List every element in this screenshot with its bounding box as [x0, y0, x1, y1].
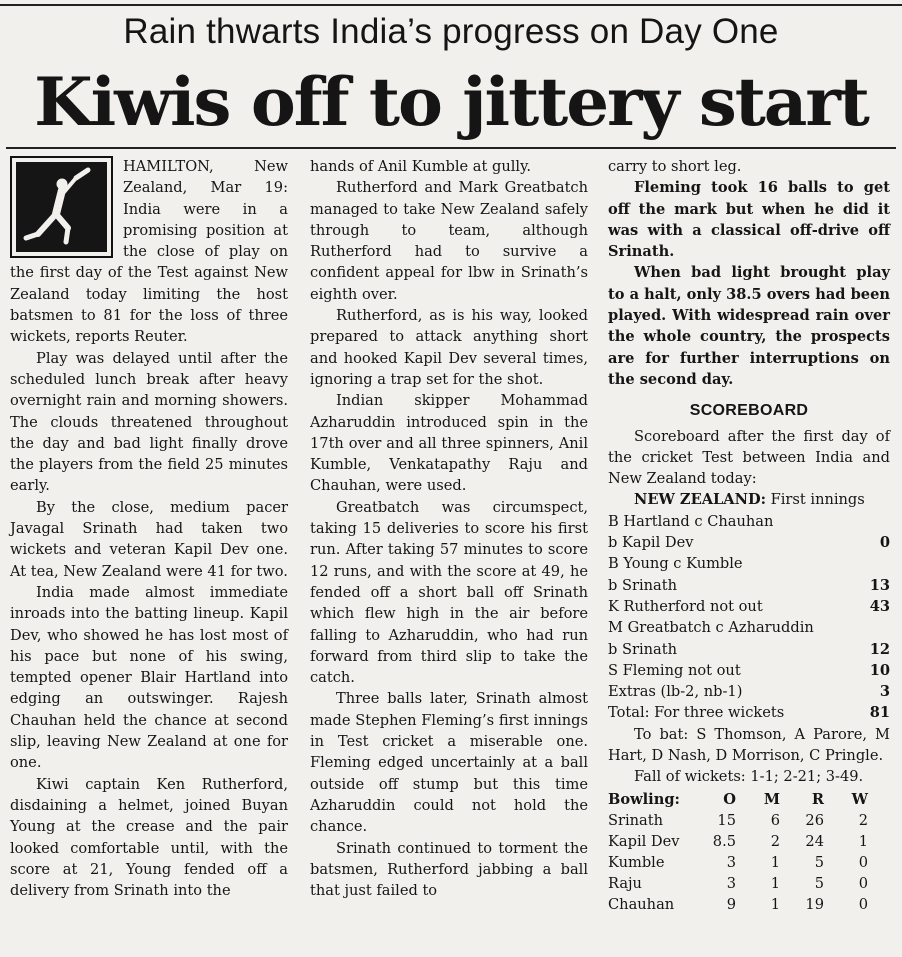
- total-runs: 81: [869, 704, 890, 722]
- article-column-1: [10, 156, 288, 901]
- bowling-header: O: [723, 790, 736, 808]
- continued-paragraph: hands of Anil Kumble at gully.: [310, 158, 532, 175]
- innings-team: NEW ZEALAND:: [634, 491, 766, 509]
- bowling-header-row: [608, 789, 868, 810]
- bowling-table: [608, 789, 868, 915]
- fall-of-wickets: Fall of wickets: 1-1; 2-21; 3-49.: [634, 768, 864, 786]
- batting-line: B Hartland c Chauhan: [608, 512, 774, 530]
- batting-dismissal: b Srinath: [608, 576, 677, 594]
- paragraph: Rutherford and Mark Greatbatch managed to take New Zealand safely through to team, although Rutherford had to survive a confident appeal for lbw in Srinath’s eighth over.: [310, 179, 588, 303]
- paragraph: India made almost immediate inroads into the batting lineup. Kapil Dev, who showed he has lost most of his pace but none of his swing, tempted opener Blair Hartland into edging an outswinger. Rajesh Chauhan held the chance at second slip, leaving New Zealand at one for one.: [10, 583, 288, 772]
- bowling-maidens: 1: [770, 895, 780, 913]
- batting-entry: [608, 617, 890, 660]
- bowling-row: [608, 894, 868, 915]
- paragraph: Fleming took 16 balls to get off the mark but when he did it was with a classical off-drive off Srinath.: [608, 179, 890, 261]
- continued-paragraph: carry to short leg.: [608, 158, 742, 175]
- batting-runs: 0: [879, 534, 890, 552]
- bowling-header: Bowling:: [608, 790, 680, 808]
- paragraph: Srinath continued to torment the batsmen, Rutherford jabbing a ball that just failed to: [310, 839, 588, 900]
- scoreboard-heading: SCOREBOARD: [689, 402, 809, 420]
- batting-row: [608, 639, 890, 660]
- to-bat: To bat: S Thomson, A Parore, M Hart, D Nash, D Morrison, C Pringle.: [608, 725, 890, 765]
- batting-row: [608, 596, 890, 617]
- bowling-row: [608, 873, 868, 894]
- bowling-wickets: 0: [858, 874, 868, 892]
- extras-row: [608, 681, 890, 702]
- total-label: Total: For three wickets: [608, 704, 785, 722]
- batting-dismissal: b Srinath: [608, 640, 677, 658]
- bowling-wickets: 1: [858, 832, 868, 850]
- dateline: HAMILTON, New Zealand, Mar 19:: [123, 158, 288, 197]
- bowling-header: M: [763, 790, 780, 808]
- bowling-header: W: [851, 790, 868, 808]
- scoreboard: [608, 400, 890, 914]
- batting-card: [608, 511, 890, 724]
- batting-dismissal: b Kapil Dev: [608, 534, 694, 552]
- batting-entry: [608, 511, 890, 554]
- bowler-name: Kumble: [608, 853, 665, 871]
- bowling-maidens: 1: [770, 853, 780, 871]
- cricket-batsman-icon: [10, 156, 113, 258]
- cricket-batsman-icon-graphic: [16, 162, 107, 252]
- bowler-name: Chauhan: [608, 895, 675, 913]
- paragraph: Three balls later, Srinath almost made Stephen Fleming’s first innings in Test cricket a miserable one. Fleming edged uncertainly at a ball outside off stump but this time Azharuddin could not hold the chance.: [310, 690, 588, 836]
- batting-runs: 10: [869, 661, 890, 679]
- batting-runs: 13: [869, 576, 890, 594]
- bowling-overs: 3: [726, 853, 736, 871]
- article-column-2: [310, 156, 588, 901]
- article-column-3: [608, 156, 890, 915]
- paragraph: India were in a promising position at the close of play on the first day of the Test against New Zealand today limiting the host batsmen to 81 for the loss of three wickets, reports Reuter.: [10, 200, 288, 346]
- bowler-name: Kapil Dev: [608, 832, 680, 850]
- top-rule: [0, 4, 902, 6]
- kicker-headline: Rain thwarts India’s progress on Day One: [123, 12, 779, 51]
- batting-runs: 12: [869, 640, 890, 658]
- total-row: [608, 702, 890, 723]
- bowling-overs: 9: [726, 895, 736, 913]
- bowler-name: Srinath: [608, 811, 664, 829]
- innings-line: [608, 489, 890, 510]
- bowling-row: [608, 852, 868, 873]
- extras-label: Extras (lb-2, nb-1): [608, 683, 743, 701]
- bowling-runs: 5: [814, 874, 824, 892]
- innings-label: First innings: [770, 491, 865, 509]
- bowling-overs: 15: [717, 811, 736, 829]
- bowler-name: Raju: [608, 874, 642, 892]
- bowling-wickets: 0: [858, 853, 868, 871]
- bowling-wickets: 0: [858, 895, 868, 913]
- paragraph: Rutherford, as is his way, looked prepared to attack anything short and hooked Kapil Dev several times, ignoring a trap set for the shot.: [310, 307, 588, 388]
- bowling-maidens: 2: [770, 832, 780, 850]
- bowling-row: [608, 831, 868, 852]
- batting-row: [608, 660, 890, 681]
- batting-dismissal: S Fleming not out: [608, 661, 741, 679]
- bowling-header: R: [811, 790, 824, 808]
- scoreboard-intro: Scoreboard after the first day of the cricket Test between India and New Zealand today:: [608, 427, 890, 488]
- batting-line: M Greatbatch c Azharuddin: [608, 619, 814, 637]
- paragraph: By the close, medium pacer Javagal Srinath had taken two wickets and veteran Kapil Dev one. At tea, New Zealand were 41 for two.: [10, 498, 288, 580]
- bowling-runs: 26: [805, 811, 824, 829]
- paragraph: When bad light brought play to a halt, only 38.5 overs had been played. With widespread rain over the whole country, the prospects are for further interruptions on the second day.: [608, 264, 890, 388]
- headline-rule: [6, 147, 896, 149]
- batting-dismissal: K Rutherford not out: [608, 597, 763, 615]
- bowling-overs: 8.5: [712, 832, 736, 850]
- paragraph: Greatbatch was circumspect, taking 15 deliveries to score his first run. After taking 57 minutes to score 12 runs, and with the score at 49, he fended off a short ball off Srinath which flew high in the air before falling to Azharuddin, who had run forward from third slip to take the catch.: [310, 498, 588, 687]
- main-headline: Kiwis off to jittery start: [34, 63, 868, 141]
- extras-runs: 3: [879, 683, 890, 701]
- paragraph: Indian skipper Mohammad Azharuddin introduced spin in the 17th over and all three spinners, Anil Kumble, Venkatapathy Raju and Chauhan, were used.: [310, 392, 588, 495]
- bowling-overs: 3: [726, 874, 736, 892]
- batting-runs: 43: [869, 597, 890, 615]
- bowling-row: [608, 810, 868, 831]
- bowling-maidens: 1: [770, 874, 780, 892]
- bowling-runs: 24: [805, 832, 824, 850]
- paragraph: Kiwi captain Ken Rutherford, disdaining a helmet, joined Buyan Young at the crease and the pair looked comfortable until, with the score at 21, Young fended off a delivery from Srinath into the: [10, 775, 288, 900]
- bowling-runs: 5: [814, 853, 824, 871]
- batting-line: B Young c Kumble: [608, 555, 743, 573]
- paragraph: Play was delayed until after the scheduled lunch break after heavy overnight rain and morning showers. The clouds threatened throughout the day and bad light finally drove the players from the field 25 minutes early.: [10, 349, 288, 495]
- bowling-runs: 19: [805, 895, 824, 913]
- batting-entry: [608, 553, 890, 596]
- bowling-wickets: 2: [858, 811, 868, 829]
- batting-row: [608, 575, 890, 596]
- bowling-maidens: 6: [770, 811, 780, 829]
- batting-row: [608, 532, 890, 553]
